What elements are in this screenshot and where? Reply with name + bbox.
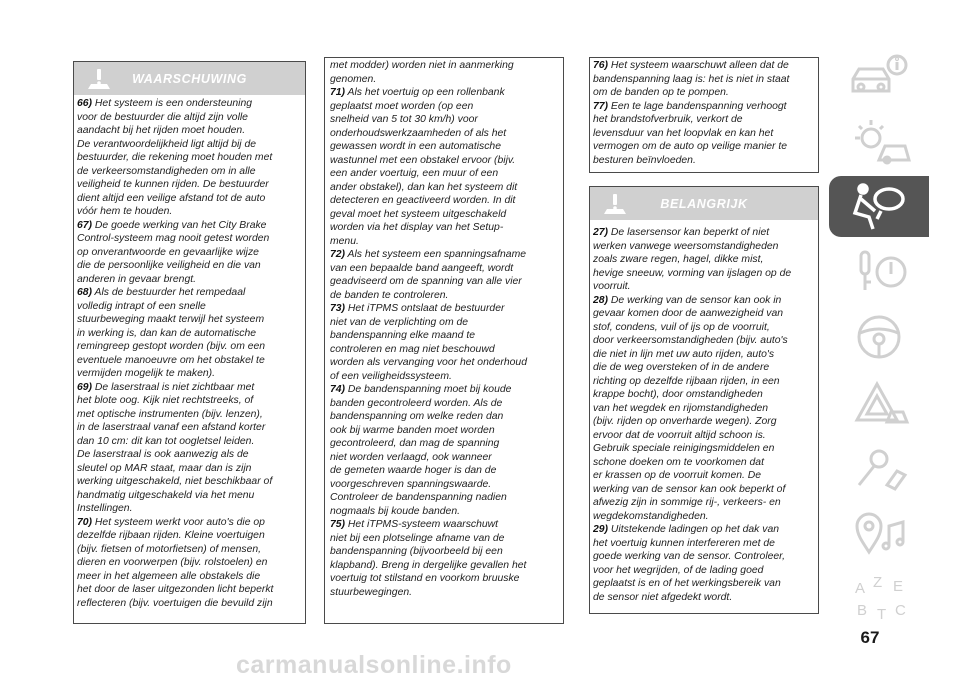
text-line: voorruit. <box>593 281 631 292</box>
text-line: die de persoonlijke veiligheid en die van <box>77 260 261 271</box>
svg-text:T: T <box>877 605 887 623</box>
text-line: klapband). Breng in dergelijke gevallen het <box>330 559 527 571</box>
page-number: 67 <box>860 628 880 647</box>
text-line: genomen. <box>330 73 377 85</box>
text-line: snelheid van 5 tot 30 km/h) voor <box>330 114 478 125</box>
text-line: stuurbewegingen. <box>330 586 413 598</box>
tab-car-info[interactable] <box>829 46 929 107</box>
text-line: zoals zware regen, hagel, dikke mist, <box>593 254 764 265</box>
important-header <box>590 187 818 220</box>
text-line: 71) Als het voertuig op een rollenbank <box>330 87 505 98</box>
text-line: gevaar komen door de aanwezigheid van <box>593 308 784 319</box>
tab-warning-lights[interactable] <box>829 111 929 172</box>
text-line: Controleer de bandenspanning nadien <box>330 492 507 503</box>
text-line: 75) Het iTPMS-systeem waarschuwt <box>330 519 499 530</box>
text-line: De verantwoordelijkheid ligt altijd bij de <box>77 138 257 150</box>
text-line: werking van de sensor kan ook beperkt of <box>593 483 786 495</box>
text-line: die de weg oversteken of in de andere <box>593 362 770 373</box>
important-title: BELANGRIJK <box>660 196 748 211</box>
text-line: het door de laser uitgezonden licht beperkt <box>77 584 274 595</box>
text-line: volledig intrapt of een snelle <box>77 300 206 312</box>
text-line: dezelfde rijbaan rijden. Kleine voertuigen <box>77 530 265 541</box>
text-line: van een bepaalde band aangeeft, wordt <box>330 262 514 274</box>
text-line: 66) Het systeem is een ondersteuning <box>77 98 253 109</box>
tab-multimedia[interactable] <box>829 501 929 562</box>
text-line: controleren en mag niet beschouwd <box>330 343 495 355</box>
text-line: het brandstofverbruik, verkort de <box>593 114 743 125</box>
alphabetical-index-icon <box>847 571 911 623</box>
text-line: eventuele manoeuvre om het obstakel te <box>77 354 265 366</box>
text-line: 27) De lasersensor kan beperkt of niet <box>593 227 770 238</box>
text-line: van het wegdek en rijomstandigheden <box>593 402 769 414</box>
note-number: 27) <box>593 227 609 238</box>
warning-title: WAARSCHUWING <box>132 71 247 86</box>
svg-text:A: A <box>855 579 866 597</box>
text-line: de verkeersomstandigheden om in alle <box>77 165 256 177</box>
text-line: bandenspanning (bijvoorbeeld bij een <box>330 546 503 557</box>
text-line: veiligheid te kunnen rijden. De bestuurder <box>77 179 269 190</box>
warning-header <box>74 62 305 95</box>
text-line: onderhoudswerkzaamheden of als het <box>330 127 507 139</box>
text-line: in werking is, dan kan de automatische <box>77 327 257 339</box>
text-line: goede werking van de sensor. Controleer, <box>593 551 785 562</box>
text-line: banden gecontroleerd worden. Als de <box>330 397 503 409</box>
text-line: bandenspanning elke maand te <box>330 330 476 341</box>
note-number: 68) <box>77 287 93 298</box>
note-number: 73) <box>330 303 346 314</box>
note-number: 66) <box>77 98 93 109</box>
tab-driving[interactable] <box>829 306 929 367</box>
warning-column-2 <box>330 59 564 607</box>
text-line: geval moet het systeem uitgeschakeld <box>330 208 507 220</box>
text-line: voor de bestuurder die altijd zijn volle <box>77 111 248 123</box>
note-number: 72) <box>330 249 346 260</box>
text-line: 70) Het systeem werkt voor auto's die op <box>77 516 265 528</box>
text-line: op onverantwoorde en gevaarlijke wijze <box>77 246 259 258</box>
text-line: geadviseerd om de spanning van alle vier <box>330 276 522 287</box>
text-line: stof, condens, vuil of ijs op de voorruit, <box>593 321 770 333</box>
text-line: niet bij een plotselinge afname van de <box>330 532 505 544</box>
text-line: geplaatst moet worden (op een <box>330 100 474 112</box>
text-line: werken vanwege weersomstandigheden <box>593 240 779 252</box>
text-line: hevige sneeuw, vorming van ijslagen op de <box>593 267 792 279</box>
note-number: 71) <box>330 87 346 98</box>
steering-wheel-icon <box>847 311 911 363</box>
text-line: wegdekomstandigheden. <box>593 510 709 522</box>
text-line: niet worden verlaagd, ook wanneer <box>330 451 492 463</box>
text-line: een ander voertuig, een muur of een <box>330 168 499 179</box>
text-line: handmatig uitgeschakeld via het menu <box>77 489 255 501</box>
text-line: met optische instrumenten (bijv. lenzen), <box>77 408 263 420</box>
text-line: (bijv. rijden op onverharde wegen). Zorg <box>593 416 777 427</box>
note-number: 77) <box>593 100 609 112</box>
text-line: voorgeschreven spanningswaarde. <box>330 478 492 490</box>
note-number: 70) <box>77 516 93 528</box>
key-start-icon <box>847 246 911 298</box>
text-line: dan 10 cm: dit kan tot oogletsel leiden. <box>77 435 255 447</box>
text-line: 77) Een te lage bandenspanning verhoogt <box>593 100 787 112</box>
text-line: niet van de verplichting om de <box>330 316 469 328</box>
svg-text:E: E <box>893 577 904 595</box>
text-line: om de banden op te pompen. <box>593 87 729 98</box>
text-line: gecontroleerd, dan mag de spanning <box>330 438 500 449</box>
tab-safety[interactable] <box>829 176 929 237</box>
text-line: afwezig zijn in sommige rij-, verkeers- en <box>593 497 781 508</box>
text-line: dieren en voorwerpen (bijv. rolstoelen) en <box>77 557 268 568</box>
text-line: bandenspanning laag is: het is niet in staat <box>593 73 790 85</box>
text-line: vóór hem te houden. <box>77 206 173 217</box>
gps-music-icon <box>847 506 911 558</box>
text-line: meer in het algemeen alle obstakels die <box>77 570 261 582</box>
text-line: ander obstakel), dan kan het systeem dit <box>330 181 518 193</box>
text-line: de sensor niet afgedekt wordt. <box>593 591 733 603</box>
text-line: bandenspanning om welke reden dan <box>330 411 504 422</box>
svg-text:B: B <box>857 601 868 619</box>
text-line: 74) De bandenspanning moet bij koude <box>330 384 512 395</box>
note-number: 29) <box>593 524 609 535</box>
text-line: nogmaals bij koude banden. <box>330 505 460 517</box>
text-line: geplaatst is en of het werkingsbereik van <box>593 578 781 589</box>
text-line: levensduur van het loopvlak en kan het <box>593 127 774 139</box>
text-line: Instellingen. <box>77 503 133 514</box>
text-line: 67) De goede werking van het City Brake <box>77 219 267 231</box>
text-line: de banden te controleren. <box>330 289 449 301</box>
tab-index[interactable] <box>829 566 929 627</box>
text-line: voor het wegrijden, of de lading goed <box>593 564 764 576</box>
text-line: werking uitgeschakeld, niet beschikbaar of <box>77 476 273 487</box>
seat-airbag-icon <box>847 181 911 233</box>
note-number: 75) <box>330 519 346 530</box>
text-line: detecteren en geactiveerd worden. In dit <box>330 195 516 206</box>
text-line: worden als vervanging voor het onderhoud <box>330 357 527 368</box>
text-line: 76) Het systeem waarschuwt alleen dat de <box>593 60 789 71</box>
car-info-icon <box>847 51 911 103</box>
text-line: stuurbeweging maakt terwijl het systeem <box>77 314 265 325</box>
tab-maintenance[interactable] <box>829 436 929 497</box>
text-line: 69) De laserstraal is niet zichtbaar met <box>77 381 255 393</box>
text-line: die niet in lijn met uw auto rijden, auto's <box>593 348 775 360</box>
warning-light-icon <box>847 116 911 168</box>
text-line: 72) Als het systeem een spanningsafname <box>330 249 527 260</box>
text-line: er krassen op de voorruit komen. De <box>593 470 762 481</box>
text-line: of een veiligheidssysteem. <box>330 370 452 382</box>
tab-emergency[interactable] <box>829 371 929 432</box>
chapter-sidebar <box>829 46 929 636</box>
text-line: richting op dezelfde rijbaan rijden, in een <box>593 375 780 387</box>
emergency-triangle-icon <box>847 376 911 428</box>
text-line: het voertuig kunnen interfereren met de <box>593 537 775 549</box>
text-line: het blote oog. Kijk niet rechtstreeks, of <box>77 395 254 406</box>
text-line: sleutel op MAR staat, maar dan is zijn <box>77 462 252 474</box>
maintenance-tools-icon <box>847 441 911 493</box>
text-line: wastunnel met een obstakel ervoor (bijv. <box>330 154 516 166</box>
important-column <box>593 226 819 612</box>
text-line: door verkeersomstandigheden (bijv. auto's <box>593 335 788 346</box>
text-line: met modder) worden niet in aanmerking <box>330 60 514 71</box>
text-line: bestuurder, die rekening moet houden met <box>77 152 273 163</box>
text-line: 29) Uitstekende ladingen op het dak van <box>593 524 780 535</box>
text-line: worden via het display van het Setup- <box>330 222 504 233</box>
text-line: vermogen om de auto op veilige manier te <box>593 141 788 152</box>
text-line: 73) Het iTPMS ontslaat de bestuurder <box>330 303 505 314</box>
text-line: de gemeten waarde hoger is dan de <box>330 465 497 476</box>
text-line: schone doeken om te voorkomen dat <box>593 456 764 468</box>
text-line: De laserstraal is ook aanwezig als de <box>77 449 249 460</box>
text-line: menu. <box>330 235 359 247</box>
text-line: Gebruik speciale reinigingsmiddelen en <box>593 443 775 454</box>
note-number: 67) <box>77 219 93 231</box>
tab-starting[interactable] <box>829 241 929 302</box>
note-number: 74) <box>330 384 346 395</box>
text-line: besturen beïnvloeden. <box>593 154 696 166</box>
note-number: 28) <box>593 294 609 306</box>
text-line: Control-systeem mag nooit getest worden <box>77 233 270 244</box>
warning-column-3 <box>593 59 819 171</box>
text-line: krappe bocht), door omstandigheden <box>593 389 763 400</box>
text-line: remingreep gestopt worden (bijv. om een <box>77 341 266 352</box>
note-number: 69) <box>77 381 93 393</box>
text-line: aandacht bij het rijden moet houden. <box>77 125 246 136</box>
text-line: ook bij warme banden moet worden <box>330 424 495 436</box>
text-line: (bijv. fietsen of motorfietsen) of mensen, <box>77 543 262 555</box>
text-line: ervoor dat de voorruit altijd schoon is. <box>593 429 766 441</box>
watermark: carmanualsonline.info <box>236 650 512 679</box>
text-line: in de laserstraal vanaf een afstand korter <box>77 422 266 433</box>
text-line: 28) De werking van de sensor kan ook in <box>593 294 782 306</box>
svg-text:C: C <box>895 601 906 619</box>
svg-text:Z: Z <box>873 573 883 591</box>
text-line: voertuig tot stilstand en voorkom bruuske <box>330 573 520 584</box>
text-line: reflecteren (bijv. voertuigen die bevuild zijn <box>77 597 273 609</box>
text-line: vermijden mogelijk te maken). <box>77 368 216 379</box>
warning-column-1 <box>77 97 305 623</box>
text-line: gewassen wordt in een automatische <box>330 141 501 152</box>
text-line: anderen in gevaar brengt. <box>77 273 197 285</box>
text-line: 68) Als de bestuurder het rempedaal <box>77 287 246 298</box>
text-line: dient altijd een veilige afstand tot de auto <box>77 192 266 204</box>
note-number: 76) <box>593 60 609 71</box>
